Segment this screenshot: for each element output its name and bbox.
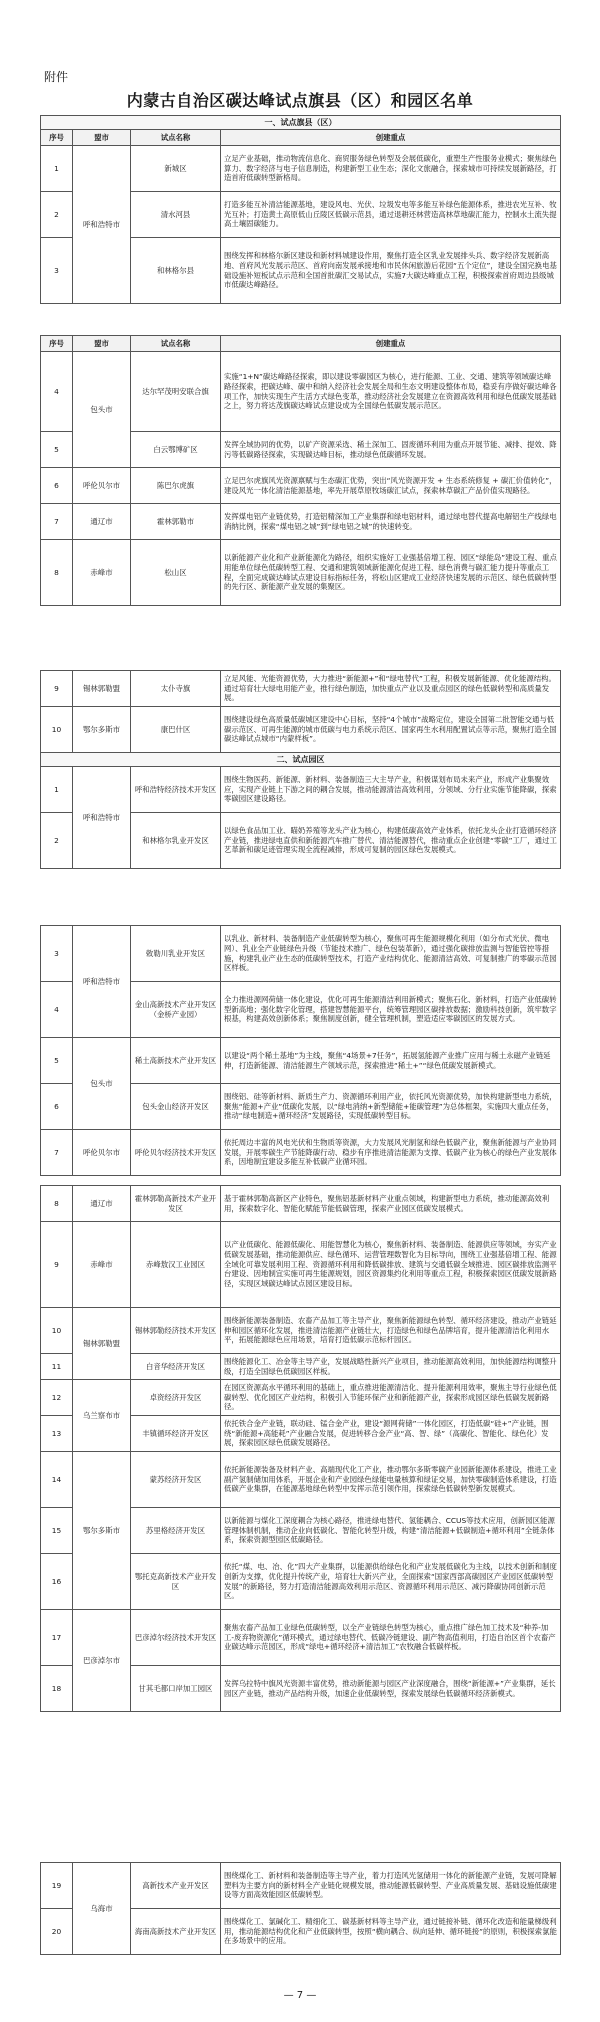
table-row [41,540,561,606]
table-row [41,1308,561,1354]
row-city: 呼和浩特市 [73,146,131,304]
row-focus: 全力推进源网荷储一体化建设，优化可再生能源清洁利用新模式；聚焦石化、新材料，打造产业低碳转型新高地；强化数字化管理，搭建智慧能源平台，统筹管理园区碳排放数据；激励科技创新，筑牢数字根基，构建高效创新体系；聚焦制度创新，健全管理机制，塑造适应零碳园区的发展方式。 [221,982,561,1038]
section-heading: 一、试点旗县（区） [41,116,561,130]
section-row [41,116,561,130]
table-counties-part2 [40,335,561,606]
row-name: 敕勒川乳业开发区 [131,926,221,982]
row-name: 白音华经济开发区 [131,1354,221,1380]
row-no: 2 [41,192,73,238]
table-row [41,671,561,707]
row-city: 巴彦淖尔市 [73,1610,131,1712]
row-city: 锡林郭勒盟 [73,671,131,707]
row-no: 3 [41,926,73,982]
row-name: 呼伦贝尔经济技术开发区 [131,1130,221,1176]
row-focus: 以新能源产业化和产业新能源化为路径，组织实施好工业强基倍增工程、园区“绿能岛”建设工程、重点用能单位绿色低碳转型工程、交通和建筑领域新能源化促进工程、绿色消费与碳汇能力提升等重点工程，全面完成碳达峰试点建设目标指标任务，将松山区建成工业经济快速发展的示范区、绿色低碳转型的先行区、新能源产业发展的集聚区。 [221,540,561,606]
row-city: 赤峰市 [73,1222,131,1308]
row-focus: 围绕煤化工、新材料和装备制造等主导产业，着力打造风光氢储用一体化的新能源产业链，发展可降解塑料为主要方向的新材料全产业链化规模发展，推动能源低碳转型、产业高质量发展、基础设施低碳建设等方面高效能园区低碳转型。 [221,1863,561,1909]
table-row [41,1038,561,1084]
row-focus: 围绕新能源装备制造、农畜产品加工等主导产业，聚焦新能源绿色转型、循环经济建设，推动产业链延伸和园区循环化发展，推进清洁能源产业链壮大，打造绿色和绿色品牌培育，提升能源清洁化利用水平，拓展能源绿色应用场景，培育打造低碳示范标杆园区。 [221,1308,561,1354]
table-row [41,1186,561,1222]
row-no: 9 [41,1222,73,1308]
document-title: 内蒙古自治区碳达峰试点旗县（区）和园区名单 [126,91,474,110]
row-focus: 实施“1+N”碳达峰路径探索，即以建设零碳园区为核心，进行能源、工业、交通、建筑等领域碳达峰路径探索，把碳达峰、碳中和纳入经济社会发展全局和生态文明建设整体布局，稳妥有序做好碳达峰各项工作，加快实现生产生活方式绿色变革，推动经济社会发展建立在资源高效利用和绿色低碳发展基础之上，努力将达茂旗碳达峰试点建设成为全国绿色低碳发展示范区。 [221,352,561,432]
header-focus: 创建重点 [221,130,561,146]
section-row [41,753,561,767]
row-focus: 以新能源与煤化工深度耦合为核心路径，推进绿电替代、氢能耦合、CCUS等技术应用，创新园区能源管理体制机制，推动企业向低碳化、智能化转型升级，构建“清洁能源+低碳制造+循环利用”全链条体系，探索资源型园区低碳路径。 [221,1508,561,1554]
row-no: 4 [41,352,73,432]
table-row [41,146,561,192]
row-focus: 围绕生物医药、新能源、新材料、装备制造三大主导产业，积极谋划布局未来产业，形成产业集聚效应，实现产业链上下游之间的耦合发展，推动能源清洁高效利用，分领域、分行业实施节能降碳，探索零碳园区建设路径。 [221,767,561,813]
row-city: 呼伦贝尔市 [73,1130,131,1176]
row-name: 新城区 [131,146,221,192]
row-name: 卓资经济开发区 [131,1380,221,1416]
row-name: 清水河县 [131,192,221,238]
row-name: 赤峰敖汉工业园区 [131,1222,221,1308]
row-city: 通辽市 [73,504,131,540]
row-name: 太仆寺旗 [131,671,221,707]
row-name: 甘其毛都口岸加工园区 [131,1666,221,1712]
row-no: 8 [41,1186,73,1222]
row-focus: 以建设“两个稀土基地”为主线，聚焦“4场景+7任务”，拓展氢能源产业推广应用与稀土永磁产业链延伸，打造新能源、清洁能源生产领域示范，探索推进“稀土+”“绿色低碳发展新模式。 [221,1038,561,1084]
row-name: 包头金山经济开发区 [131,1084,221,1130]
row-no: 17 [41,1610,73,1666]
row-no: 9 [41,671,73,707]
row-city: 鄂尔多斯市 [73,707,131,753]
table-row [41,504,561,540]
row-name: 高新技术产业开发区 [131,1863,221,1909]
row-city: 包头市 [73,1038,131,1130]
row-name: 呼和浩特经济技术开发区 [131,767,221,813]
header-row [41,336,561,352]
row-focus: 依托“煤、电、冶、化”四大产业集群，以能源供给绿色化和产业发展低碳化为主线，以技术创新和制度创新为支撑，优化提升传统产业，培育壮大新兴产业，全面探索“国家西部高碳园区产业园区低碳转型发展”的新路径，努力打造清洁能源高效利用示范区、资源循环利用示范区、减污降碳协同创新示范区。 [221,1554,561,1610]
row-focus: 围绕煤化工、氯碱化工、精细化工、碳基新材料等主导产业，通过链接补链、循环化改造和能量梯级利用，推动能源结构优化和产业低碳转型，按照“横向耦合、纵向延伸、循环链接”的原则，积极探索氯能在多场景中的应用。 [221,1909,561,1955]
row-focus: 发挥全域协同的优势，以矿产资源采选、稀土深加工、固废循环利用为重点开展节能、减排、提效、降污等低碳路径探索，实现碳达峰目标，推动绿色低碳循环发展。 [221,432,561,468]
row-focus: 立足风能、光能资源优势，大力推进“新能源+”和“绿电替代”工程，积极发展新能源、优化能源结构。通过培育壮大绿电用能产业，推行绿色制造，加快重点产业以及重点园区的绿色低碳转型和高质量发展。 [221,671,561,707]
section-heading: 二、试点园区 [41,753,561,767]
row-focus: 聚焦农畜产品加工业绿色低碳转型，以全产业链绿色转型为核心，重点推广绿色加工技术及“种养-加工-废弃物资源化”循环模式，通过绿电替代、低碳冷链建设、副产物高值利用，打造自治区首个农畜产业碳达峰示范园区，形成“绿电+循环经济+清洁加工”农牧融合低碳样板。 [221,1610,561,1666]
row-focus: 依托铁合金产业链，联动硅、锰合金产业，建设“源网荷储”一体化园区，打造低碳“硅+”产业链，围绕“新能源+高能耗”产业融合发展，促进转移合金产业“高、智、绿”（高碳化、智能化、绿色化）发展，探索园区绿色低碳发展路径。 [221,1416,561,1452]
header-city: 盟市 [73,336,131,352]
header-no: 序号 [41,130,73,146]
row-name: 霍林郭勒市 [131,504,221,540]
row-name: 和林格尔县 [131,238,221,304]
row-no: 19 [41,1863,73,1909]
table-parks-part1 [40,925,561,1176]
table-row [41,926,561,982]
row-no: 1 [41,146,73,192]
row-no: 7 [41,1130,73,1176]
row-no: 12 [41,1380,73,1416]
row-name: 锡林郭勒经济技术开发区 [131,1308,221,1354]
row-no: 5 [41,432,73,468]
row-name: 金山高新技术产业开发区（金桥产业园） [131,982,221,1038]
row-focus: 以绿色食品加工业、瞄奶养殖等龙头产业为核心，构建低碳高效产业体系，依托龙头企业打造循环经济产业链，推进绿电直供和新能源汽车推广替代、清洁能源替代，推动重点企业创建“零碳”工厂，通过工艺革新和碳足迹管理实现全流程减排，形成可复制的园区绿色发展模式。 [221,813,561,869]
row-no: 3 [41,238,73,304]
row-name: 稀土高新技术产业开发区 [131,1038,221,1084]
row-focus: 立足巴尔虎旗风光资源禀赋与生态碳汇优势，突出“风光资源开发 + 生态系统修复 + 碳汇价值转化”，建设风光一体化清洁能源基地，率先开展草原牧场碳汇试点，探索林草碳汇产品价值实现路径。 [221,468,561,504]
row-focus: 以产业低碳化、能源低碳化、用能智慧化为核心，聚焦新材料、装备制造、能源供应等领域，夯实产业低碳发展基础，推动能源供应、绿色循环、运营管理数智化为目标导向，围绕工业强基倍增工程、能源全域化可靠发展利用工程、资源循环利用和降低碳排放、建筑与交通低碳全域推进、园区碳排放监测平台建设、因地制宜实施可再生能源规划，园区资源集约化利用等重点工程，积极探索园区低碳发展新路径，实现区域碳达峰试点园区建设目标。 [221,1222,561,1308]
row-name: 达尔罕茂明安联合旗 [131,352,221,432]
row-name: 蒙苏经济开发区 [131,1452,221,1508]
row-no: 2 [41,813,73,869]
row-city: 乌兰察布市 [73,1380,131,1452]
row-name: 松山区 [131,540,221,606]
header-name: 试点名称 [131,336,221,352]
row-city: 呼和浩特市 [73,767,131,869]
row-focus: 打造多能互补清洁能源基地，建设风电、光伏、垃圾发电等多能互补绿色能源体系，推进农光互补、牧光互补；打造黄土高原低山丘陵区低碳示范县，通过退耕还林营造高林草地碳汇能力，控制水土流失提高土壤固碳能力。 [221,192,561,238]
row-no: 8 [41,540,73,606]
row-no: 14 [41,1452,73,1508]
row-no: 5 [41,1038,73,1084]
row-focus: 围绕铝、硅等新材料、新质生产力、资源循环利用产业，依托风光资源优势，加快构建新型电力系统，聚焦“能源+产业”低碳化发展，以“绿电消纳+新型储能+能碳管理”为总体框架，实施四大重点任务，推动“绿电制造+循环经济”发展路径，实现低碳转型目标。 [221,1084,561,1130]
table-row [41,707,561,753]
row-no: 6 [41,1084,73,1130]
row-no: 16 [41,1554,73,1610]
row-name: 白云鄂博矿区 [131,432,221,468]
row-focus: 围绕建设绿色高质量低碳城区建设中心目标，坚持“4个城市”战略定位，建设全国第二批智能交通与低碳示范区、可再生能源的城市低碳与电力系统示范区、国家再生水利用配置试点等示范，聚焦打造全国碳达峰试点城市“内蒙样板”。 [221,707,561,753]
row-focus: 在园区资源高水平循环利用的基础上，重点推进能源清洁化、提升能源利用效率，聚焦主导行业绿色低碳转型、优化园区产业结构，积极引入节能环保产业和新能源产业，探索形成园区绿色低碳发展新路径。 [221,1380,561,1416]
row-city: 赤峰市 [73,540,131,606]
row-name: 和林格尔乳业开发区 [131,813,221,869]
row-city: 乌海市 [73,1863,131,1955]
row-no: 7 [41,504,73,540]
table-row [41,1452,561,1508]
row-no: 6 [41,468,73,504]
table-row [41,1380,561,1416]
row-name: 康巴什区 [131,707,221,753]
row-no: 1 [41,767,73,813]
table-counties-parks [40,670,561,869]
row-focus: 立足产业基础，推动物流信息化、商贸服务绿色转型及会展低碳化，重塑生产性服务业模式；聚焦绿色算力、数字经济与电子信息制造，构建新型工业生态；深化文旅融合，探索城市可持续发展新路径，打造首府低碳转型新格局。 [221,146,561,192]
table-row [41,468,561,504]
table-counties-part1 [40,115,561,304]
row-name: 鄂托克高新技术产业开发区 [131,1554,221,1610]
row-no: 10 [41,1308,73,1354]
row-no: 18 [41,1666,73,1712]
header-row [41,130,561,146]
row-focus: 围绕能源化工、冶金等主导产业，发展战略性新兴产业项目，推动能源高效利用，加快能源结构调整升级，打造全国绿色低碳园区样板。 [221,1354,561,1380]
row-focus: 以乳业、新材料、装备制造产业低碳转型为核心，聚焦可再生能源规模化利用（如分布式光伏、微电网）、乳业全产业链绿色升级（节能技术推广、绿色包装革新），通过强化碳排放监测与智能管控等措施，构建乳业产业生态的低碳转型技术，打造产业结构优化、能源清洁高效、可复制推广的零碳示范园区样板。 [221,926,561,982]
table-parks-part3 [40,1862,561,1955]
header-name: 试点名称 [131,130,221,146]
page-number: — 7 — [283,1990,317,2001]
row-no: 13 [41,1416,73,1452]
attachment-label: 附件 [44,70,69,84]
row-city: 鄂尔多斯市 [73,1452,131,1610]
row-no: 20 [41,1909,73,1955]
row-no: 11 [41,1354,73,1380]
row-focus: 发挥乌拉特中旗风光资源丰富优势，推动新能源与园区产业深度融合，围绕“新能源+”产业集群，延长园区产业链，推动产品结构升级，加速企业低碳转型，探索发展绿色低碳循环经济新模式。 [221,1666,561,1712]
row-focus: 依托新能源装备及材料产业、高端现代化工产业，推动鄂尔多斯零碳产业园新能源体系建设，推进工业副产氢制储加用体系，开展企业和产业园绿色绿能电量核算和绿证交易，加快零碳制造体系建设，打造低碳产业集群，在能源基地绿色转型中发挥示范引领作用，探索绿色低碳转型新发展模式。 [221,1452,561,1508]
header-focus: 创建重点 [221,336,561,352]
row-focus: 发挥煤电铝产业链优势，打造铝精深加工产业集群和绿电铝材料，通过绿电替代提高电解铝生产线绿电消纳比例，探索“煤电铝之城”到“绿电铝之城”的快速转变。 [221,504,561,540]
table-row [41,352,561,432]
table-row [41,1130,561,1176]
row-city: 包头市 [73,352,131,468]
row-name: 海南高新技术产业开发区 [131,1909,221,1955]
row-city: 呼伦贝尔市 [73,468,131,504]
row-name: 丰镇循环经济开发区 [131,1416,221,1452]
table-parks-part2 [40,1185,561,1712]
row-focus: 依托周边丰富的风电光伏和生物质等资源，大力发展风光制氢和绿色低碳产业，聚焦新能源与产业协同发展，开展零碳生产节能降碳行动、稳步有序推进清洁能源为支撑、低碳产业为核心的绿色产业发展体系，因地制宜建设多能互补低碳产业循环园。 [221,1130,561,1176]
row-name: 巴彦淖尔经济技术开发区 [131,1610,221,1666]
row-city: 呼和浩特市 [73,926,131,1038]
table-row [41,1863,561,1909]
row-name: 苏里格经济开发区 [131,1508,221,1554]
row-focus: 围绕发挥和林格尔新区建设和新材料城建设作用，聚焦打造全区乳业发展排头兵、数字经济发展新高地、首府风光发展示范区、首府向南发展承接地和市民休闲旅游后花园“五个定位”，建设全国完换电基础设施补短板试点示范和全国首批碳汇交易试点，实施7大碳达峰重点工程，积极探索首府周边县级城市低碳达峰路径。 [221,238,561,304]
row-focus: 基于霍林郭勒高新区产业特色，聚焦铝基新材料产业重点领域，构建新型电力系统，推动能源高效利用，探索数字化、智能化赋能节能低碳管理，探索产业园区低碳发展模式。 [221,1186,561,1222]
table-row [41,1610,561,1666]
table-row [41,767,561,813]
table-row [41,1222,561,1308]
row-no: 15 [41,1508,73,1554]
row-city: 通辽市 [73,1186,131,1222]
row-city: 锡林郭勒盟 [73,1308,131,1380]
header-no: 序号 [41,336,73,352]
row-name: 陈巴尔虎旗 [131,468,221,504]
header-city: 盟市 [73,130,131,146]
row-no: 4 [41,982,73,1038]
row-name: 霍林郭勒高新技术产业开发区 [131,1186,221,1222]
row-no: 10 [41,707,73,753]
